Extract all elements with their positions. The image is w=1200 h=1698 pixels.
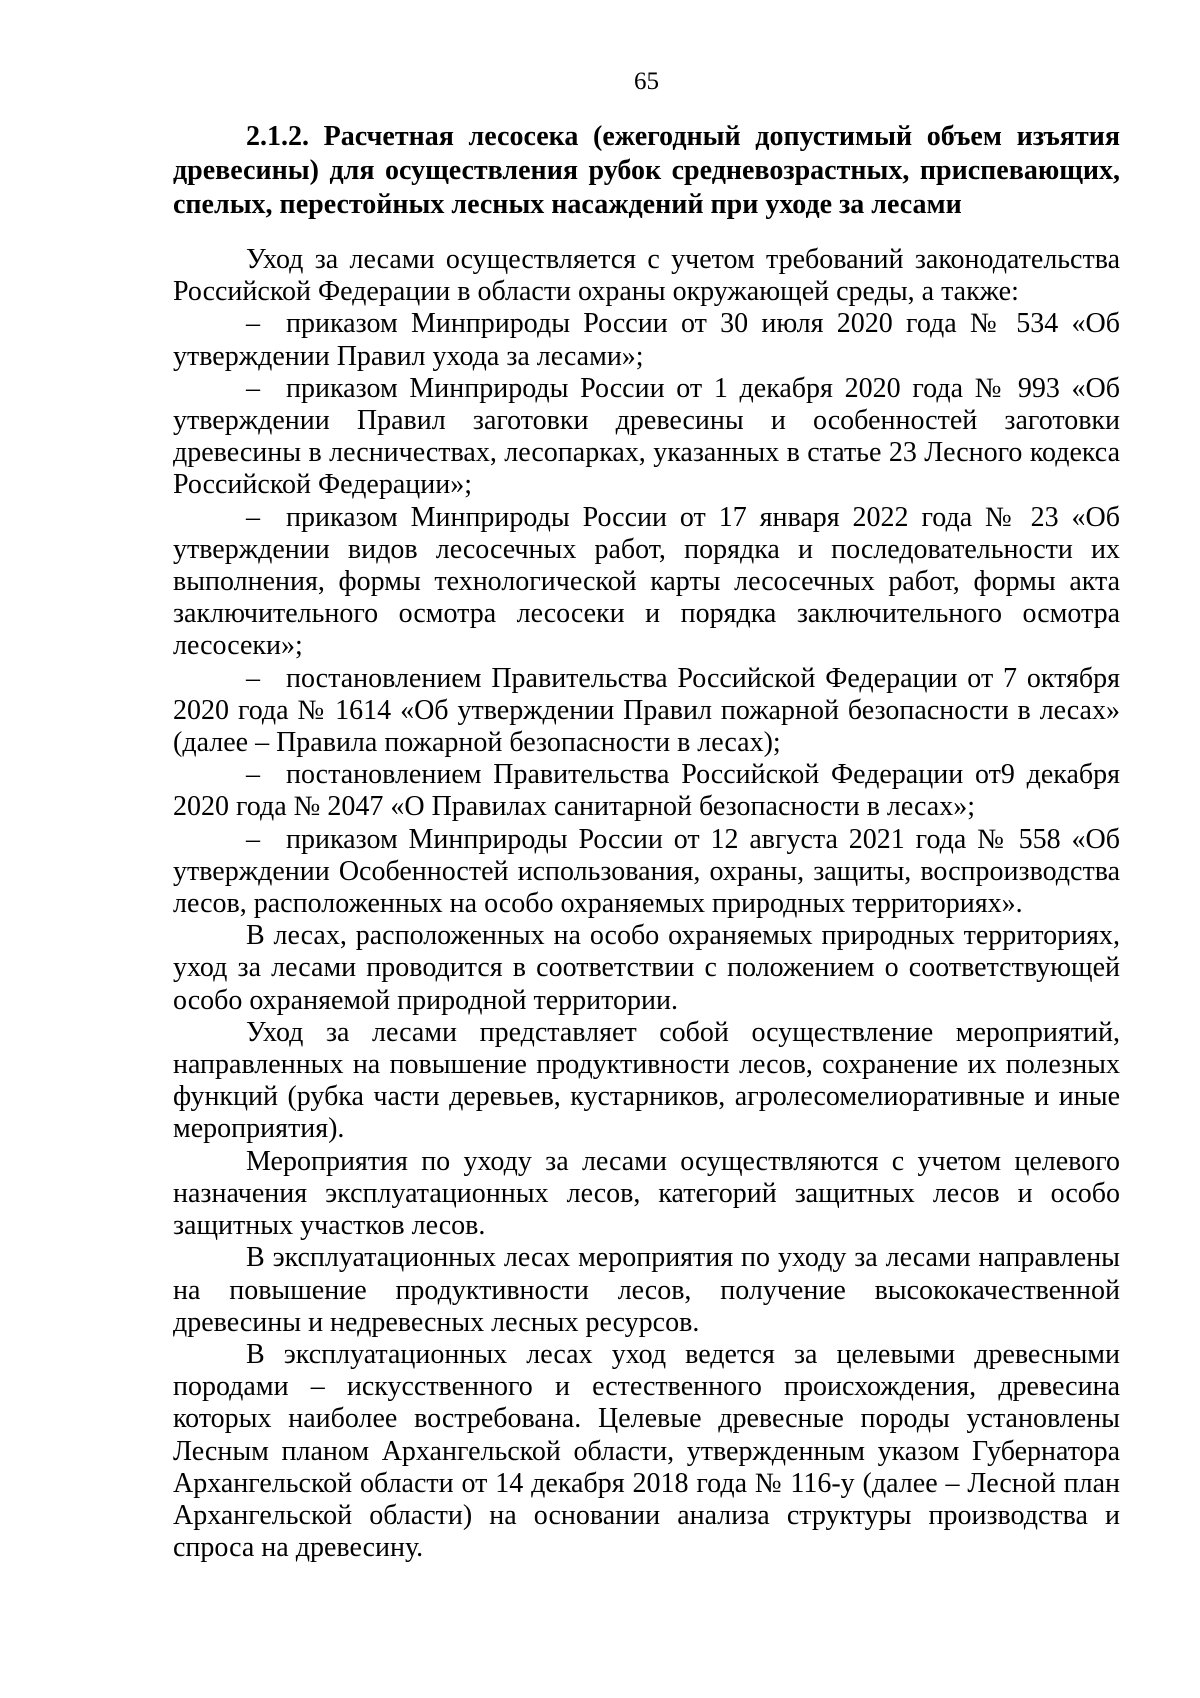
list-item	[173, 759, 1120, 823]
list-item-text: приказом Минприроды России от 1 декабря 2020 года № 993 «Об утверждении Правил заготовки древесины и особенностей заготовки древесины в лесничествах, лесопарках, указанных в статье 23 Лесного кодекса Российской Федерации»;	[173, 372, 1120, 501]
body-paragraph: В эксплуатационных лесах уход ведется за целевыми древесными породами – искусственного и естественного происхождения, древесина которых наиболее востребована. Целевые древесные породы установлены Лесным планом Архангельской области, утвержденным указом Губернатора Архангельской области от 14 декабря 2018 года № 116-у (далее – Лесной план Архангельской области) на основании анализа структуры производства и спроса на древесину.	[173, 1338, 1120, 1564]
list-item-text: приказом Минприроды России от 30 июля 2020 года № 534 «Об утверждении Правил ухода за лесами»;	[173, 308, 1120, 372]
list-item-text: постановлением Правительства Российской Федерации от9 декабря 2020 года № 2047 «О Правилах санитарной безопасности в лесах»;	[173, 759, 1120, 823]
body-paragraph: Мероприятия по уходу за лесами осуществляются с учетом целевого назначения эксплуатационных лесов, категорий защитных лесов и особо защитных участков лесов.	[173, 1145, 1120, 1242]
body-paragraph: Уход за лесами представляет собой осуществление мероприятий, направленных на повышение продуктивности лесов, сохранение их полезных функций (рубка части деревьев, кустарников, агролесомелиоративные и иные мероприятия).	[173, 1016, 1120, 1145]
list-item	[173, 308, 1120, 372]
body-paragraph: В лесах, расположенных на особо охраняемых природных территориях, уход за лесами проводится в соответствии с положением о соответствующей особо охраняемой природной территории.	[173, 920, 1120, 1016]
list-item-text: постановлением Правительства Российской Федерации от 7 октября 2020 года № 1614 «Об утверждении Правил пожарной безопасности в лесах» (далее – Правила пожарной безопасности в лесах);	[173, 662, 1120, 759]
section-heading: 2.1.2. Расчетная лесосека (ежегодный допустимый объем изъятия древесины) для осуществления рубок средневозрастных, приспевающих, спелых, перестойных лесных насаждений при уходе за лесами	[173, 121, 1120, 220]
list-dash: –	[246, 372, 260, 404]
body-text	[173, 244, 1120, 1564]
list-dash: –	[246, 501, 260, 533]
document-page	[173, 66, 1120, 1564]
list-item	[173, 824, 1120, 921]
intro-paragraph: Уход за лесами осуществляется с учетом требований законодательства Российской Федерации в области охраны окружающей среды, а также:	[173, 244, 1120, 308]
list-item	[173, 663, 1120, 760]
list-dash: –	[246, 823, 260, 855]
list-item	[173, 502, 1120, 663]
list-item	[173, 373, 1120, 502]
list-dash: –	[246, 759, 260, 791]
body-paragraph: В эксплуатационных лесах мероприятия по уходу за лесами направлены на повышение продуктивности лесов, получение высококачественной древесины и недревесных лесных ресурсов.	[173, 1242, 1120, 1338]
list-item-text: приказом Минприроды России от 17 января 2022 года № 23 «Об утверждении видов лесосечных работ, порядка и последовательности их выполнения, формы технологической карты лесосечных работ, формы акта заключительного осмотра лесосеки и порядка заключительного осмотра лесосеки»;	[173, 501, 1120, 662]
page-number: 65	[634, 68, 659, 95]
list-dash: –	[246, 662, 260, 694]
list-item-text: приказом Минприроды России от 12 августа 2021 года № 558 «Об утверждении Особенностей использования, охраны, защиты, воспроизводства лесов, расположенных на особо охраняемых природных территориях».	[173, 823, 1120, 920]
list-dash: –	[246, 308, 260, 340]
